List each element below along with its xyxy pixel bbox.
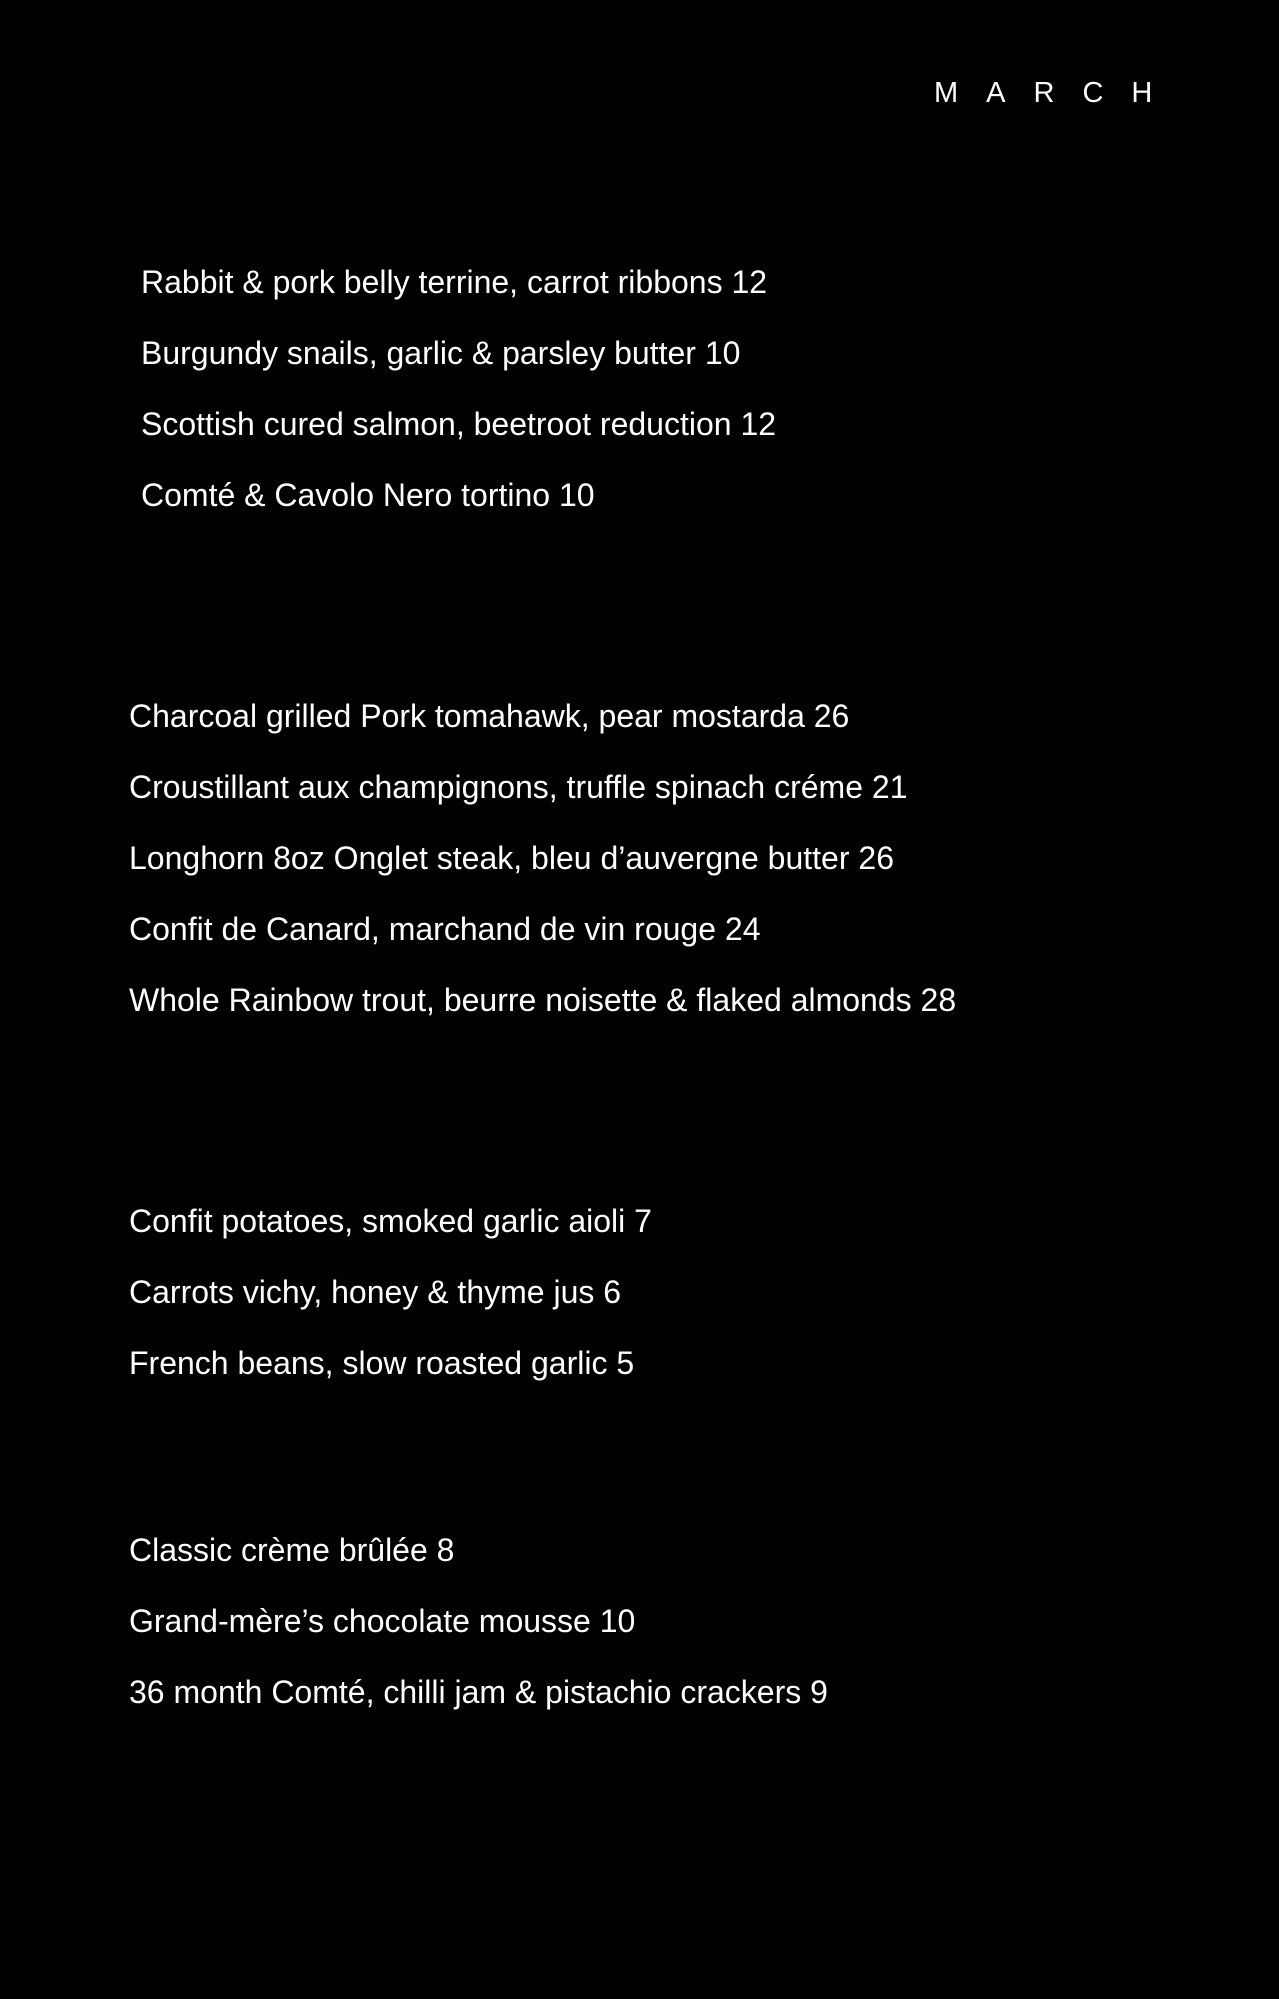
mains-section bbox=[129, 698, 956, 1053]
menu-item-side: French beans, slow roasted garlic 5 bbox=[129, 1345, 635, 1381]
menu-item-dessert: Grand-mère’s chocolate mousse 10 bbox=[129, 1603, 636, 1639]
menu-item-dessert: Classic crème brûlée 8 bbox=[129, 1532, 455, 1568]
menu-item-dessert: 36 month Comté, chilli jam & pistachio crackers 9 bbox=[129, 1674, 828, 1710]
menu-item-main: Croustillant aux champignons, truffle spinach créme 21 bbox=[129, 769, 908, 805]
menu-item-side: Carrots vichy, honey & thyme jus 6 bbox=[129, 1274, 622, 1310]
menu-item-main: Whole Rainbow trout, beurre noisette & flaked almonds 28 bbox=[129, 982, 957, 1018]
menu-item-main: Confit de Canard, marchand de vin rouge 24 bbox=[129, 911, 761, 947]
menu-item-starter: Burgundy snails, garlic & parsley butter 10 bbox=[141, 335, 741, 371]
menu-month-heading: MARCH bbox=[934, 77, 1181, 109]
menu-item-main: Charcoal grilled Pork tomahawk, pear mostarda 26 bbox=[129, 698, 850, 734]
menu-item-starter: Comté & Cavolo Nero tortino 10 bbox=[141, 477, 595, 513]
starters-section bbox=[141, 264, 776, 548]
menu-item-main: Longhorn 8oz Onglet steak, bleu d’auvergne butter 26 bbox=[129, 840, 894, 876]
desserts-section bbox=[129, 1532, 828, 1745]
menu-item-starter: Scottish cured salmon, beetroot reduction 12 bbox=[141, 406, 777, 442]
sides-section bbox=[129, 1203, 652, 1416]
menu-item-starter: Rabbit & pork belly terrine, carrot ribbons 12 bbox=[141, 264, 768, 300]
menu-item-side: Confit potatoes, smoked garlic aioli 7 bbox=[129, 1203, 652, 1239]
